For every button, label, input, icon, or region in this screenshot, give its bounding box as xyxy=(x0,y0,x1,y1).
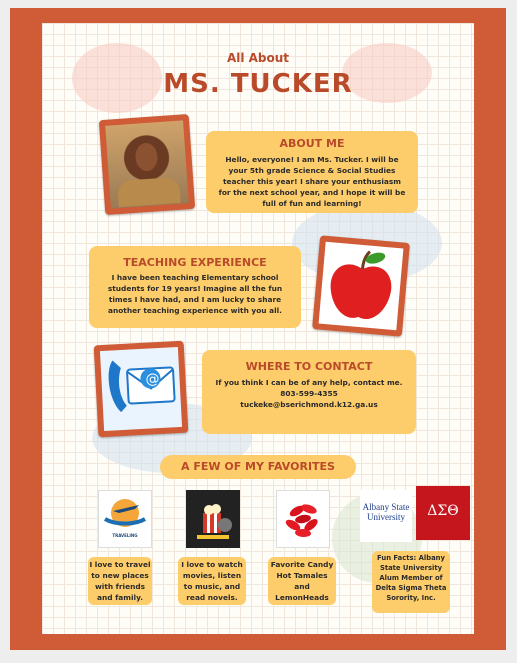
teacher-photo-frame xyxy=(99,114,195,215)
favorite-caption-candy: Favorite Candy Hot Tamales and LemonHeads xyxy=(268,557,336,605)
travel-logo xyxy=(98,490,152,548)
airplane-icon xyxy=(99,491,151,547)
apple-frame xyxy=(312,235,410,336)
teaching-experience-card xyxy=(89,246,301,328)
contact-heading: WHERE TO CONTACT xyxy=(245,360,373,373)
svg-text:@: @ xyxy=(145,371,160,388)
teacher-face xyxy=(135,142,159,171)
favorite-caption-travel: I love to travel to new places with friends and family. xyxy=(88,557,152,605)
page-title: MS. TUCKER xyxy=(163,69,353,99)
travel-logo-text: TRAVELING xyxy=(112,533,138,538)
about-me-card xyxy=(206,131,418,213)
albany-state-text: Albany State University xyxy=(362,502,410,522)
contact-email: tuckeke@bserichmond.k12.ga.us xyxy=(240,400,378,409)
cinema-icon xyxy=(187,491,239,547)
delta-letters: ΔΣΘ xyxy=(427,503,459,519)
contact-icon-frame xyxy=(94,341,189,438)
flyer-paper xyxy=(42,23,474,634)
delta-sigma-theta-logo xyxy=(416,486,470,540)
albany-state-logo xyxy=(360,490,412,542)
apple-image xyxy=(319,242,404,330)
leopard-top xyxy=(117,177,181,207)
about-me-text: Hello, everyone! I am Ms. Tucker. I will be your 5th grade Science & Social Studies teacher this year! I share your enthusiasm for the next school year, and I hope it will be full of fun and learning! xyxy=(218,155,406,208)
favorites-heading-banner xyxy=(160,455,356,479)
favorite-caption-movies: I love to watch movies, listen to music, and read novels. xyxy=(178,557,246,605)
contact-text: If you think I can be of any help, contact me. xyxy=(215,378,403,387)
contact-phone: 803-599-4355 xyxy=(280,389,338,398)
apple-icon xyxy=(319,242,404,330)
contact-image xyxy=(100,347,182,431)
fun-facts-caption: Fun Facts: Albany State University Alum Member of Delta Sigma Theta Sorority, Inc. xyxy=(372,551,450,613)
pre-title: All About xyxy=(226,51,290,65)
teaching-experience-text: I have been teaching Elementary school students for 19 years! Imagine all the fun times I have had, and I am lucky to share another teaching experience with you all. xyxy=(107,273,283,315)
contact-card xyxy=(202,350,416,434)
teacher-photo xyxy=(105,120,189,208)
email-phone-icon xyxy=(100,347,182,431)
cinema-image xyxy=(186,490,240,548)
candy-image xyxy=(276,490,330,548)
candy-icon xyxy=(277,491,329,547)
teaching-experience-heading: TEACHING EXPERIENCE xyxy=(123,256,267,269)
favorites-heading: A FEW OF MY FAVORITES xyxy=(181,460,335,473)
about-me-heading: ABOUT ME xyxy=(279,137,345,150)
